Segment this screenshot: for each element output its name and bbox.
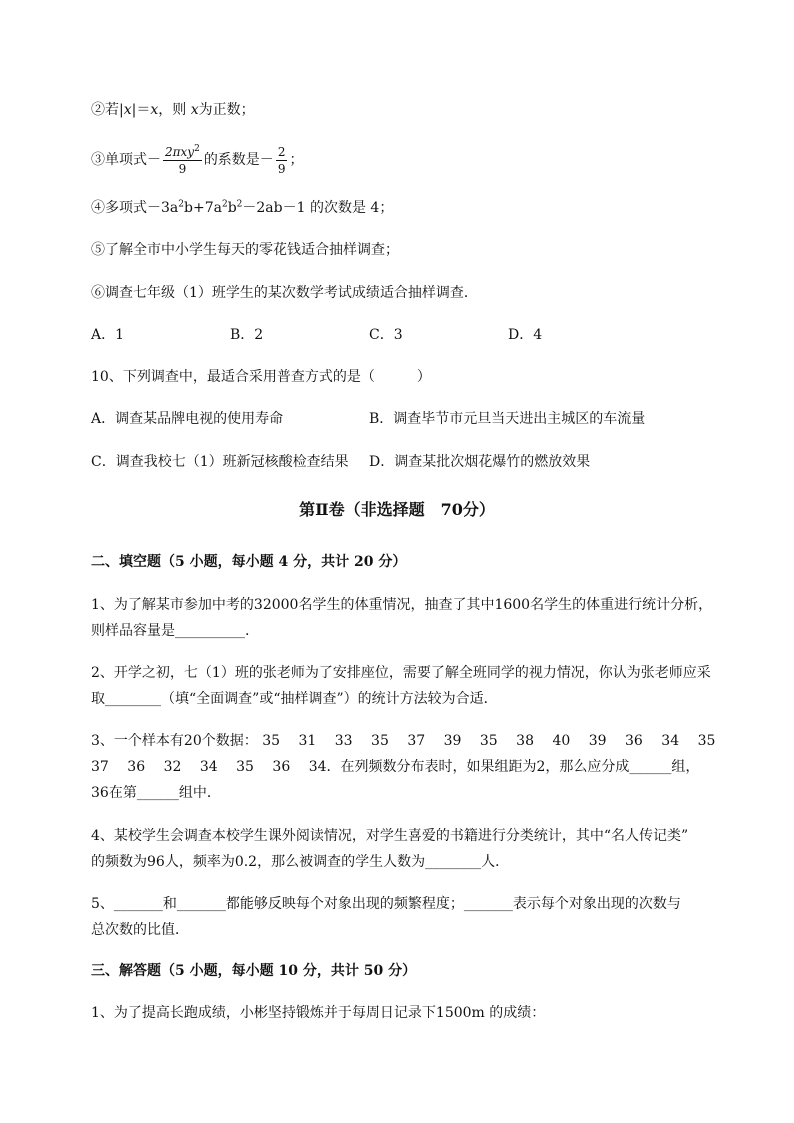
s2-q3-line2 bbox=[91, 757, 699, 777]
q10-option-b: B．调查毕节市元旦当天进出主城区的车流量 bbox=[369, 411, 646, 427]
var-x: x bbox=[123, 102, 132, 118]
exponent: 2 bbox=[236, 199, 243, 210]
s2-q3-line1 bbox=[91, 731, 715, 751]
q10-option-c: C．调查我校七（1）班新冠核酸检查结果 bbox=[91, 454, 349, 470]
fraction-denominator: 9 bbox=[178, 161, 187, 176]
q9-option-a: A．1 bbox=[91, 327, 125, 343]
section3-heading: 三、解答题（5 小题，每小题 10 分，共计 50 分） bbox=[91, 963, 417, 979]
s2-q5-line2: 总次数的比值． bbox=[91, 922, 189, 938]
statement-3-mid: 的系数是－ bbox=[203, 152, 274, 168]
s2-q2-line2: 取________（填“全面调查”或“抽样调查”）的统计方法较为合适． bbox=[91, 691, 498, 707]
q3-value: 39 bbox=[588, 733, 607, 749]
q3-value: 35 bbox=[479, 733, 498, 749]
fraction-coefficient bbox=[276, 145, 288, 176]
fraction-numerator: 2 bbox=[277, 144, 286, 159]
q9-option-c: C．3 bbox=[369, 327, 403, 343]
s2-q3-line3: 36在第______组中． bbox=[91, 785, 221, 801]
q3-value: 33 bbox=[334, 733, 353, 749]
statement-2-mid2: ，则 bbox=[158, 102, 191, 118]
q3-value: 35 bbox=[371, 733, 389, 749]
statement-3-prefix: ③单项式－ bbox=[91, 152, 161, 168]
s2-q2-line1: 2、开学之初，七（1）班的张老师为了安排座位，需要了解全班同学的视力情况，你认为张老师应采 bbox=[91, 665, 711, 681]
s2-q3-line2-tail: 34．在列频数分布表时，如果组距为2，那么应分成______组， bbox=[308, 759, 700, 775]
exponent: 2 bbox=[221, 199, 228, 210]
statement-5: ⑤了解全市中小学生每天的零花钱适合抽样调查； bbox=[91, 242, 399, 258]
statement-4-tail: －2ab－1 的次数是 4； bbox=[242, 200, 394, 216]
q3-value: 31 bbox=[298, 733, 317, 749]
q3-value: 38 bbox=[516, 733, 534, 749]
fraction-monomial bbox=[163, 145, 202, 176]
statement-4-part: b bbox=[227, 200, 237, 216]
q3-value: 32 bbox=[163, 759, 182, 775]
statement-2 bbox=[91, 100, 255, 120]
fraction-denominator: 9 bbox=[277, 161, 286, 176]
statement-2-prefix: ②若| bbox=[91, 102, 124, 118]
fraction-numerator: 2πxy bbox=[165, 144, 195, 159]
section2-heading: 二、填空题（5 小题，每小题 4 分，共计 20 分） bbox=[91, 554, 407, 570]
s2-q4-line1: 4、某校学生会调查本校学生课外阅读情况，对学生喜爱的书籍进行分类统计，其中“名人传记类” bbox=[91, 828, 689, 844]
statement-4-prefix: ④多项式－3a bbox=[91, 200, 179, 216]
q3-value: 36 bbox=[272, 759, 291, 775]
q10-option-a: A．调查某品牌电视的使用寿命 bbox=[91, 411, 284, 427]
q3-value: 36 bbox=[625, 733, 643, 749]
part2-title: 第Ⅱ卷（非选择题 70分） bbox=[299, 500, 495, 519]
statement-4-part: b+7a bbox=[184, 200, 222, 216]
s2-q5-line1: 5、_______和_______都能够反映每个对象出现的频繁程度；_______表示每个对象出现的次数与 bbox=[91, 896, 681, 912]
q3-value: 37 bbox=[91, 759, 109, 775]
statement-2-mid: |＝ bbox=[131, 102, 151, 118]
q3-value: 35 bbox=[697, 733, 716, 749]
statement-3 bbox=[91, 142, 303, 178]
q3-value: 37 bbox=[407, 733, 426, 749]
var-x: x bbox=[150, 102, 159, 118]
exponent: 2 bbox=[194, 143, 200, 154]
statement-3-tail: ； bbox=[289, 152, 304, 168]
q3-value: 36 bbox=[127, 759, 146, 775]
var-x: x bbox=[190, 102, 199, 118]
exponent: 2 bbox=[178, 199, 184, 210]
q3-value: 35 bbox=[236, 759, 254, 775]
q10-stem: 10、下列调查中，最适合采用普查方式的是（ ） bbox=[91, 369, 431, 385]
s3-q1: 1、为了提高长跑成绩，小彬坚持锻炼并于每周日记录下1500m 的成绩： bbox=[91, 1005, 546, 1021]
q9-option-d: D．4 bbox=[508, 327, 543, 343]
s2-q1-line2: 则样品容量是__________. bbox=[91, 623, 250, 639]
statement-6: ⑥调查七年级（1）班学生的某次数学考试成绩适合抽样调查． bbox=[91, 285, 478, 301]
q3-value: 34 bbox=[661, 733, 680, 749]
statement-4 bbox=[91, 198, 393, 218]
q10-option-d: D．调查某批次烟花爆竹的燃放效果 bbox=[369, 454, 591, 470]
statement-2-tail: 为正数； bbox=[198, 102, 255, 118]
s2-q4-line2: 的频数为96人，频率为0.2，那么被调查的学生人数为________人． bbox=[91, 854, 510, 870]
q3-value: 34 bbox=[199, 759, 218, 775]
s2-q3-prefix: 3、一个样本有20个数据： bbox=[91, 733, 258, 749]
q3-value: 35 bbox=[262, 733, 281, 749]
q3-value: 40 bbox=[552, 733, 571, 749]
q3-value: 39 bbox=[443, 733, 462, 749]
q9-option-b: B．2 bbox=[230, 327, 264, 343]
s2-q1-line1: 1、为了解某市参加中考的32000名学生的体重情况，抽查了其中1600名学生的体重进行统计分析， bbox=[91, 597, 713, 613]
